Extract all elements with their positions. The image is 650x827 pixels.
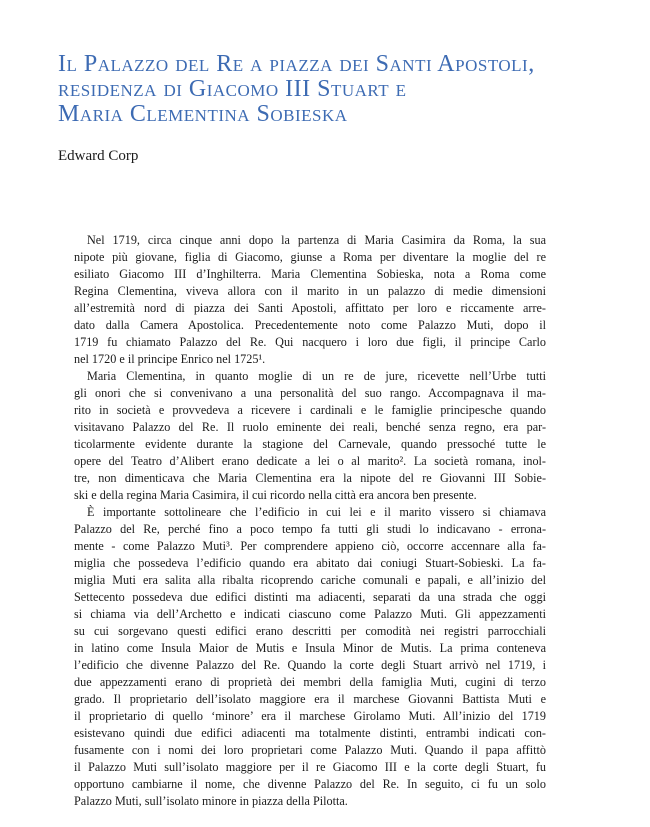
text-line: Maria Clementina, in quanto moglie di un re de jure, ricevette nell’Urbe tutti: [87, 369, 546, 383]
chapter-title-line: Maria Clementina Sobieska: [58, 101, 348, 127]
text-line: miglia che possedeva l’edificio quando era abitato dai coniugi Stuart-Sobieski. La fa-: [74, 556, 546, 570]
text-line: nel 1720 e il principe Enrico nel 1725¹.: [74, 352, 266, 366]
text-line: esistevano quindi due edifici adiacenti ma totalmente distinti, entrambi indicati con-: [74, 726, 546, 740]
text-line: ticolarmente evidente durante la stagione del Carnevale, quando pressoché tutte le: [74, 437, 546, 451]
text-line: rito in società e provvedeva a ricevere i cardinali e le famiglie principesche quando: [74, 403, 546, 417]
text-line: dato dalla Camera Apostolica. Precedentemente noto come Palazzo Muti, dopo il: [74, 318, 546, 332]
text-line: tre, non dimenticava che Maria Clementina era la nipote del re Giovanni III Sobie-: [74, 471, 546, 485]
text-line: È importante sottolineare che l’edificio in cui lei e il marito vissero si chiamava: [87, 505, 546, 519]
text-line: miglia Muti era salita alla ribalta ricoprendo cariche comunali e papali, e all’inizio del: [74, 573, 546, 587]
text-line: due appezzamenti erano di proprietà dei membri della famiglia Muti, cugini di terzo: [74, 675, 546, 689]
text-line: Palazzo del Re, perché fino a poco tempo fa tutti gli studi lo indicavano - errona-: [74, 522, 546, 536]
text-line: Nel 1719, circa cinque anni dopo la partenza di Maria Casimira da Roma, la sua: [87, 233, 546, 247]
text-line: nipote più giovane, figlia di Giacomo, giunse a Roma per diventare la moglie del re: [74, 250, 546, 264]
text-line: mente - come Palazzo Muti³. Per comprendere appieno ciò, occorre accennare alla fa-: [74, 539, 546, 553]
text-line: l’edificio che divenne Palazzo del Re. Quando la corte degli Stuart arrivò nel 1719, i: [74, 658, 546, 672]
text-line: fusamente con i nomi dei loro proprietari come Palazzo Muti. Quando il papa affittò: [74, 743, 546, 757]
text-line: gli onori che si convenivano a una personalità del suo rango. Accompagnava il ma-: [74, 386, 546, 400]
author-name: Edward Corp: [58, 148, 139, 164]
text-line: opportuno cambiarne il nome, che divenne Palazzo del Re. In seguito, ci fu un solo: [74, 777, 546, 791]
text-line: il proprietario di quello ‘minore’ era il marchese Girolamo Muti. All’inizio del 1719: [74, 709, 546, 723]
text-line: ski e della regina Maria Casimira, il cui ricordo nella città era ancora ben presente.: [74, 488, 477, 502]
chapter-title-line: residenza di Giacomo III Stuart e: [58, 76, 407, 102]
text-line: Regina Clementina, viveva allora con il marito in un palazzo di medie dimensioni: [74, 284, 546, 298]
text-line: in latino come Insula Maior de Mutis e Insula Minor de Mutis. La prima conteneva: [74, 641, 546, 655]
text-line: si chiama via dell’Archetto e indicati ciascuno come Palazzo Muti. Gli appezzamenti: [74, 607, 546, 621]
text-line: il Palazzo Muti sull’isolato maggiore per il re Giacomo III e la corte degli Stuart, fu: [74, 760, 546, 774]
text-line: Palazzo Muti, sull’isolato minore in piazza della Pilotta.: [74, 794, 348, 808]
text-line: opere del Teatro d’Alibert erano dedicate a lei o al marito². La società romana, inol-: [74, 454, 546, 468]
body-text: [74, 232, 546, 808]
text-line: grado. Il proprietario dell’isolato maggiore era il marchese Giovanni Battista Muti e: [74, 692, 546, 706]
text-line: 1719 fu chiamato Palazzo del Re. Qui nacquero i loro due figli, il principe Carlo: [74, 335, 546, 349]
text-line: Settecento possedeva due edifici distinti ma adiacenti, separati da una strada che oggi: [74, 590, 546, 604]
text-line: su cui sorgevano questi edifici erano descritti per comodità nei registri parrocchiali: [74, 624, 546, 638]
chapter-title-line: Il Palazzo del Re a piazza dei Santi Apostoli,: [58, 51, 535, 77]
text-line: esiliato Giacomo III d’Inghilterra. Maria Clementina Sobieska, nota a Roma come: [74, 267, 546, 281]
text-line: visitavano Palazzo del Re. Il ruolo eminente dei reali, benché senza regno, era par-: [74, 420, 546, 434]
text-line: all’estremità nord di piazza dei Santi Apostoli, affittato per loro e riccamente arre-: [74, 301, 546, 315]
